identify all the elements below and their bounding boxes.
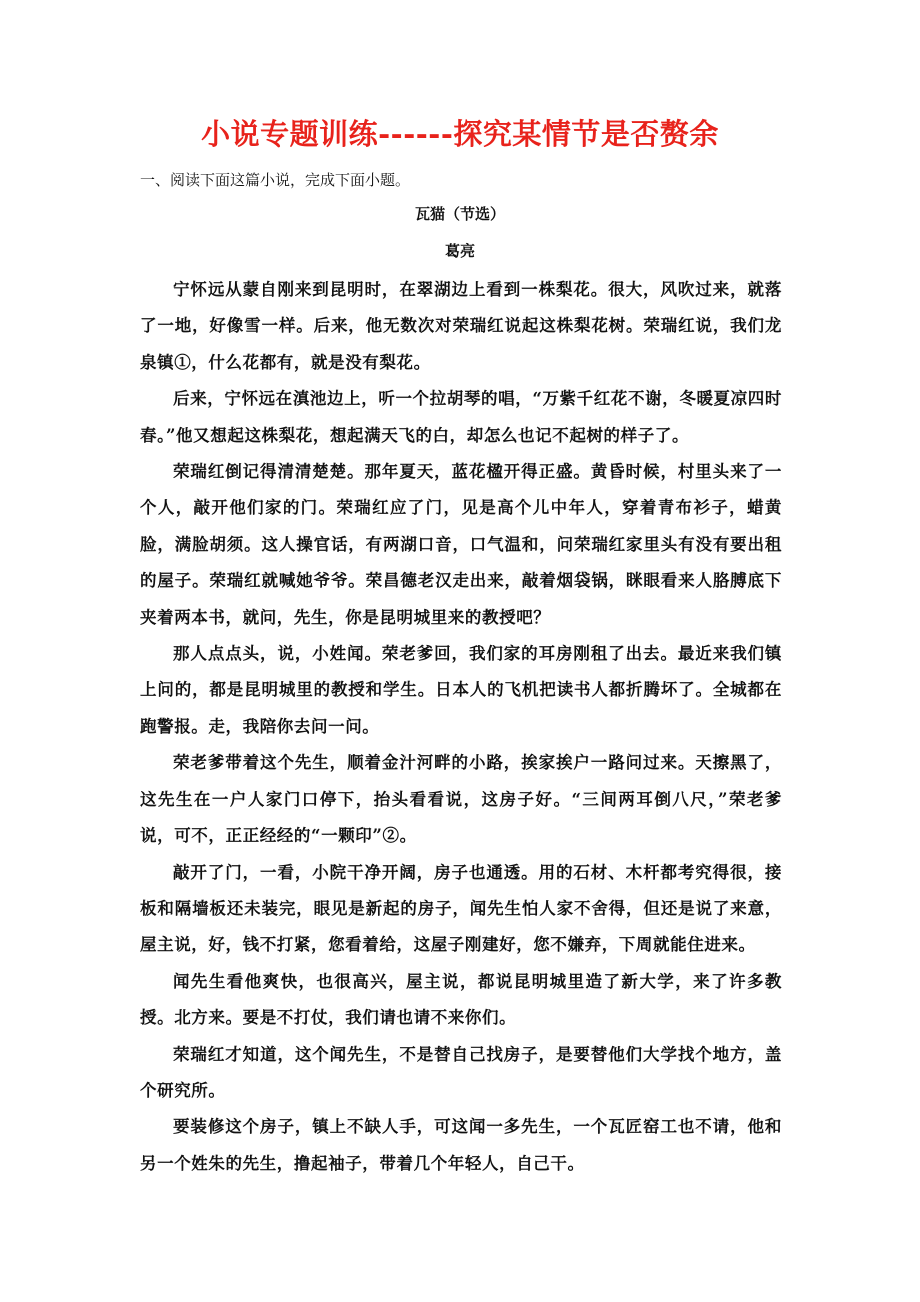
story-paragraph: 闻先生看他爽快，也很高兴，屋主说，都说昆明城里造了新大学，来了许多教授。北方来。要是不打仗，我们请也请不来你们。	[140, 971, 782, 1028]
story-paragraph: 宁怀远从蒙自刚来到昆明时，在翠湖边上看到一株梨花。很大，风吹过来，就落了一地，好像雪一样。后来，他无数次对荣瑞红说起这株梨花树。荣瑞红说，我们龙泉镇①，什么花都有，就是没有梨花。	[140, 280, 782, 372]
story-body	[140, 272, 782, 1182]
story-paragraph: 荣瑞红倒记得清清楚楚。那年夏天，蓝花楹开得正盛。黄昏时候，村里头来了一个人，敲开他们家的门。荣瑞红应了门，见是高个儿中年人，穿着青布衫子，蜡黄脸，满脸胡须。这人操官话，有两湖口音，口气温和，问荣瑞红家里头有没有要出租的屋子。荣瑞红就喊她爷爷。荣昌德老汉走出来，敲着烟袋锅，眯眼看来人胳膊底下夹着两本书，就问，先生，你是昆明城里来的教授吧？	[140, 462, 782, 627]
story-paragraph: 那人点点头，说，小姓闻。荣老爹回，我们家的耳房刚租了出去。最近来我们镇上问的，都是昆明城里的教授和学生。日本人的飞机把读书人都折腾坏了。全城都在跑警报。走，我陪你去问一问。	[140, 644, 782, 736]
story-author: 葛亮	[444, 242, 475, 260]
story-paragraph: 要装修这个房子，镇上不缺人手，可这闻一多先生，一个瓦匠窑工也不请，他和另一个姓朱的先生，撸起袖子，带着几个年轻人，自己干。	[140, 1117, 782, 1173]
story-paragraph: 荣瑞红才知道，这个闻先生，不是替自己找房子，是要替他们大学找个地方，盖个研究所。	[140, 1044, 782, 1100]
question-instruction: 一、阅读下面这篇小说，完成下面小题。	[140, 171, 411, 189]
story-paragraph: 荣老爹带着这个先生，顺着金汁河畔的小路，挨家挨户一路问过来。天擦黑了，这先生在一户人家门口停下，抬头看看说，这房子好。“三间两耳倒八尺，”荣老爹说，可不，正正经经的“一颗印”②。	[140, 753, 782, 846]
story-title: 瓦猫（节选）	[414, 205, 505, 223]
story-paragraph: 后来，宁怀远在滇池边上，听一个拉胡琴的唱，“万紫千红花不谢，冬暖夏凉四时春。”他又想起这株梨花，想起满天飞的白，却怎么也记不起树的样子了。	[140, 389, 782, 445]
story-paragraph: 敲开了门，一看，小院干净开阔，房子也通透。用的石材、木杆都考究得很，接板和隔墙板还未装完，眼见是新起的房子，闻先生怕人家不舍得，但还是说了来意，屋主说，好，钱不打紧，您看着给，这屋子刚建好，您不嫌弃，下周就能住进来。	[140, 862, 782, 955]
document-title: 小说专题训练------探究某情节是否赘余	[201, 117, 719, 151]
